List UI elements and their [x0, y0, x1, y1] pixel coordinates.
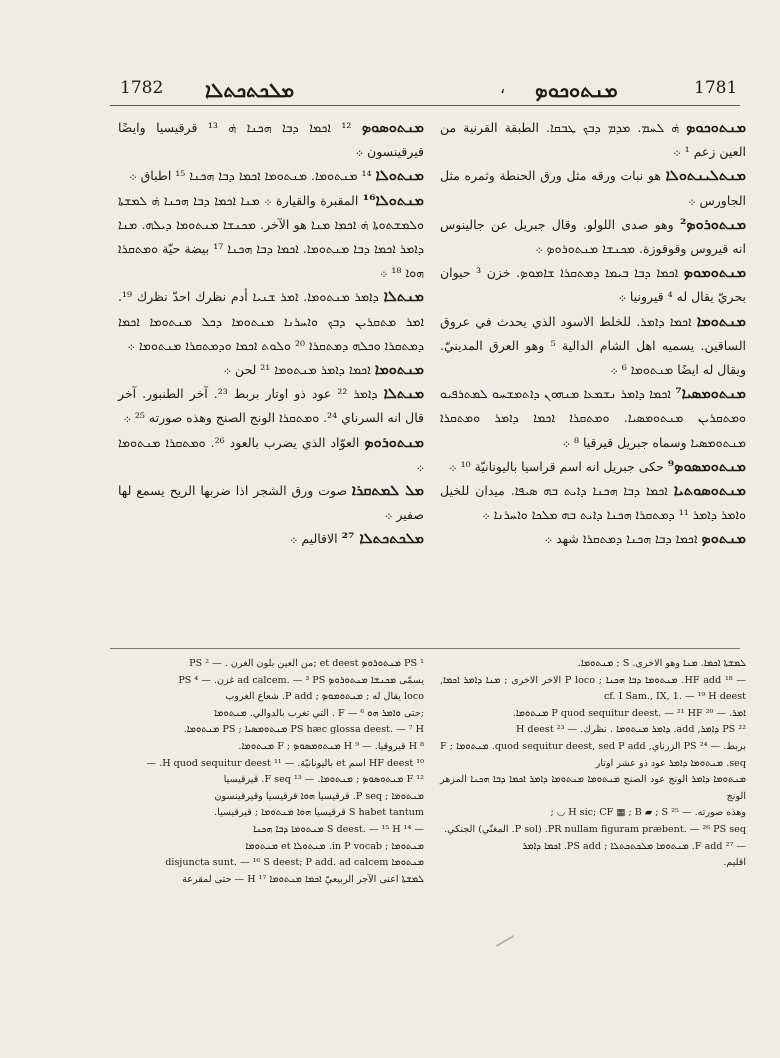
footnote-line: — ¹⁴ S deest. — ¹⁵ H ܡܢܬܘܡܐ ܕܒܐ ܗܟܢܐ — [253, 823, 424, 835]
definition: حكى جبريل انه اسم قراسيا باليونانيّة ¹⁰ ܀ — [449, 458, 664, 474]
footnote-line: ܡܢܬܘܡܐ disjuncta sunt. — ¹⁶ S deest; P add. ad calcem — [165, 857, 424, 869]
dictionary-entry — [118, 431, 424, 479]
dictionary-entry — [118, 382, 424, 430]
dictionary-entry — [118, 189, 424, 286]
footnote-line: ;حتى ܘܐܡܪ ܗܘ ⁶ — F . التي تغرب بالدوالي. ܡܢܬܘܡܐ — [214, 707, 424, 719]
footnote-line: اقليم. — [723, 857, 746, 869]
footnote-line: بربط. — ²⁴ PS الزرناي, quod sequitur deest, sed P add. ܡܢܬܘܡܐ ; F seq. ܡܢܬܘܡܐ ܕܐܡܪ عود ذو عشر اوتار — [440, 740, 746, 769]
lemma: ܡܢܬܘܪܘܤ² — [679, 215, 747, 233]
lemma: ܡܢܬܘܠܐ¹⁶ — [362, 191, 424, 209]
footnote-rule — [110, 648, 740, 649]
definition: ¹² ܐܟܡܐ ܕܒܐ ܗܟܢܐ ܗ݁ ¹³ قرقيسيا وايضًا قيرقينسون ܀ — [118, 120, 424, 160]
definition: الاقاليم ܀ — [289, 531, 338, 547]
definition: ܐܟܡܐ ܕܒܐ ܒܝܡܐ ܕܡܬܩܪܐ ܫܐܡܘܤ. خزن ³ حيوان بحريّ يقال له ⁴ قيرونيا ܀ — [440, 265, 746, 305]
left-column — [118, 116, 424, 552]
footnote-line: PS hæc glossa deest. — ⁷ H ܡܢܬܘܡܣܝܐ ; PS ܡܢܬܘܡܐ. — [183, 724, 424, 736]
lemma: ܡܢܬܠܐ — [383, 288, 424, 306]
lemma: ܡܢܬܘܠܐ — [375, 167, 424, 185]
dictionary-entry — [118, 116, 424, 164]
paper-mark — [496, 935, 514, 947]
dictionary-entry — [440, 213, 746, 261]
lemma: ܡܢܬܘܟܘܤ — [686, 119, 747, 136]
footnote-line: ܐܡܪ. — ²⁰ P quod sequitur deest. — ²¹ HF ܡܢܬܘܡܐ. — [512, 707, 746, 719]
lemma: ܡܠ ܠܡܬܩܪܐ — [351, 482, 424, 500]
footnote-line: PR nullam figuram præbent. — ²⁶ PS seq. (P sol. المغنّي) الجنكي. — [444, 823, 746, 835]
definition: ܐܟܡܐ ܕܐܡܪ ܡܢܬܘܡܐ ²¹ لحن ܀ — [223, 362, 371, 378]
definition: ܐܟܡܐ ܕܒܐ ܗܟܢܐ ܕܐܝܬ ܒܗ ܣܝܦܐ. ميدان للخيل ܘܐܡܪ ܕܐܡܪ ¹¹ ܕܡܬܩܪܐ ܗܟܢܐ ܕܐܝܬ ܒܗ ܡܠܟܐ ܘܐܚܪܢܐ ܀ — [440, 483, 746, 523]
lemma: ܡܢܬܘܡܘܤ — [683, 264, 747, 282]
footnote-line: وهذه صورته. — ²⁵ H sic; CF ▦ ; B ▰ ; S ◡ ; — [550, 807, 746, 819]
dictionary-entry — [118, 358, 424, 382]
dictionary-entry — [118, 164, 424, 188]
footnote-line: ܡܢܬܘܡܐ ; P seq. قرقيسيا ܗܘܐ قرقيسيا وقيرقينسون — [214, 790, 424, 802]
definition: ¹⁴ ܡܢܬܘܡܐ. ܡܢܬܘܡܐ ܐܟܡܐ ܕܒܐ ܗܟܢܐ ¹⁵ اطباق ܀ — [129, 168, 372, 184]
footnote-line: — ²⁷ F add. ܡܢܬܘܡܐ ܡܠܟܬܟܬܠܐ ; PS add. ܐܟܡܐ ܕܐܡܪ — [522, 840, 746, 852]
definition: ܐܟܡܐ ܕܒܐ ܗܟܢܐ ܕܡܬܩܪܐ شهد ܀ — [544, 531, 698, 547]
lemma: ܡܢܬܘܡܐ — [374, 361, 424, 379]
header-rule — [110, 105, 740, 106]
definition: هو نبات ورقه مثل ورق الحنطة وثمره مثل الجاورس ܀ — [440, 168, 746, 208]
header-mark: ، — [500, 78, 506, 97]
footnote-line: ¹² F ܡܢܬܘܣܘܤ ; ܡܢܬܘܡܐ. — ¹³ F seq. قيرقيسيا — [223, 774, 424, 786]
footnote-line: ܡܢܬܘܡܐ ; in P vocab. ܡܢܬܘܠܐ et ܡܢܬܘܡܐ — [245, 840, 424, 852]
lemma: ܡܢܬܘܡܣܘܤ⁹ — [667, 457, 746, 475]
definition: ܕܐܡܪ ܡܢܬܘܡܐ. ܐܡܪ ܫܢܝܐ أدم نظرك احدّ نظرك ¹⁹. ܐܡܪ ܡܬܩܪܝܢ ܕܒܟ ܘܐܚܪܢܐ ܡܢܬܘܡܐ ܕܟܠ ܡܢܬܘܡܐ ܐܟܡܐ ܕܡܬܩܪܐ ܘܟܠܗ ܕܡܬܩܪܐ ²⁰ ܘܠܘܬ ܐܟܡܐ ܘܕܡܬܩܪܐ ܡܢܬܘܡܐ ܀ — [118, 289, 424, 353]
footnote-line: ܠܡܫܬܐ ܐܟܡܐ. ܡܢܐ وهو الاخرى. S ; ܡܢܬܘܡܐ. — [577, 658, 746, 669]
footnote-line: S habet tantum قرقيسيا ܗܘܐ ܡܢܬܘܡܐ ; قيرقيسيا. — [214, 807, 424, 819]
dictionary-entry — [440, 310, 746, 383]
definition: المقبرة والقيارة ܀ ܡܢܐ ܐܟܡܐ ܕܒܐ ܗܟܢܐ ܗ݁ ܠܡܫܬܐ ܘܠܡܫܬܘܬܐ ܗ݁ ܐܟܡܐ ܡܢܐ هو الآخر. ܡܟܢܫܐ ܡܢܬܘܡܐ ܕܝܠܗ. ܡܢܐ ܕܐܡܪ ܐܟܡܐ ܕܒܐ ܡܢܬܘܡܐ. ܐܟܡܐ ܕܒܐ ܗܟܢܐ ¹⁷ بيضة حيّة ܘܡܬܩܪܐ ܗܘܐ ¹⁸ ܀ — [118, 192, 424, 281]
definition: ܗ݁ ܠܚܡ. ܡܕܡ ܕܒܟ ܛܒܩܐ. الطبقة القرنية من العين زعم ¹ ܀ — [440, 120, 746, 160]
definition: ܐܟܡܐ ܕܐܡܪ. للخلط الاسود الذي يحدث في عروق الساقين. يسميه اهل الشام الدالية ⁵ وهو العرق المدينيّ. ويقال له ايضًا ܡܢܬܘܡܐ ⁶ ܀ — [440, 313, 746, 378]
footnotes-left — [118, 656, 424, 888]
left-page-number: 1782 — [120, 78, 164, 98]
footnote-line: ܠܡܫܬܐ اعنى الآجر الربيعيّ ܐܟܡܐ ܡܢܬܘܡܐ H ¹⁷ — حتى لمقرعة — [182, 873, 424, 885]
lemma: ܡܢܬܘܤ — [701, 530, 746, 548]
right-page-number: 1781 — [694, 78, 738, 98]
lemma: ܡܢܬܘܣܘܬܝܐ — [673, 482, 746, 500]
footnote-line: ²² PS ܕܐܡܪ, add. ܕܐܡܪ ܡܢܬܘܡܐ . نظرك. — ²³ H deest — [516, 724, 746, 736]
footnote-line: يسمّى ܡܟܢܫܐ ܡܢܬܘܪܘܤ ad calcem. — ³ PS غزن. — ⁴ PS — [178, 674, 424, 686]
lemma: ܡܢܬܘܡܣܝܐ⁷ — [675, 385, 746, 403]
lemma: ܡܢܬܠܝܢܬܘܠܐ — [665, 167, 746, 185]
footnote-line: loco يقال له ; ܡܢܬܘܡܘܤ ; P add. شعاع الغروب — [225, 691, 424, 703]
dictionary-entry — [118, 479, 424, 527]
lemma: ܡܢܬܘܡܐ — [696, 312, 746, 330]
footnote-line: ܡܢܬܘܡܐ ܕܐܡܪ الونج عود الصنج ܡܢܬܘܡܐ ܡܢܬܘܡܐ ܕܐܡܪ ܐܟܡܐ ܕܒܐ ܗܟܢܐ المزهر الونج — [440, 774, 746, 802]
footnote-line: — ¹⁸ HF add. ܡܢܬܘܡܐ ܕܒܐ ܗܟܢܐ ; P loco الاخر الاخرى ; ܡܢܐ ܕܐܡܪ ܐܟܡܐ, cf. I Sam., IX, 1. — ¹⁹ H deest — [440, 674, 746, 703]
lemma: ܡܢܬܘܣܘܤ — [361, 119, 424, 136]
definition: ܕܐܡܪ ²² عود ذو اوتار بربط ²³. آخر الطنبور. آخر قال انه السرناي ²⁴. ܘܡܬܩܪܐ الونج الصنج وهذه صورته ²⁵ ܀ — [118, 386, 424, 426]
lemma: ܡܢܬܠܐ — [383, 385, 425, 403]
dictionary-entry — [440, 479, 746, 527]
right-column — [440, 116, 746, 552]
footnote-line: ¹⁰ HF deest اسم et باليونانيّة. — ¹¹ H quod sequitur deest. — — [146, 757, 424, 769]
dictionary-entry — [440, 261, 746, 309]
footnote-line: ⁸ H قيروقيا. — ⁹ H ܡܢܬܘܡܣܘܤ ; F ܡܢܬܘܡܐ. — [238, 740, 424, 752]
dictionary-entry — [440, 116, 746, 164]
right-running-title: ܡܢܬܘܟܘܤ — [535, 78, 618, 102]
definition: ܐܟܡܐ ܕܐܡܪ ܢܫܡܥܐ ܡܢܗܘܢ ܕܐܬܡܫܚܘ ܠܡܬܪܦܝܘ ܘܡܬܩܪܝܢ ܡܢܬܘܡܣܝܐ. ܘܡܬܩܪܐ ܐܟܡܐ ܕܐܡܪ ܘܡܬܩܪܐ ܡܢܬܘܡܣܝܐ وسماه جبريل قيرقيا ⁸ ܀ — [440, 386, 746, 450]
dictionary-entry — [118, 527, 424, 551]
dictionary-entry — [118, 285, 424, 358]
dictionary-entry — [440, 527, 746, 551]
lemma: ܡܠܟܬܟܬܠܐ ²⁷ — [341, 530, 424, 548]
dictionary-entry — [440, 455, 746, 479]
left-running-title: ܡܠܟܬܟܬܠܐ — [205, 78, 295, 102]
footnotes-right — [440, 656, 746, 872]
definition: وهو صدى اللولو. وقال جبريل عن جالينوس انه قيروس وقوقوزة. ܡܟܢܫܐ ܡܢܬܘܪܘܤ ܀ — [440, 216, 746, 257]
definition: العوّاد الذي يضرب بالعود ²⁶. ܘܡܬܩܪܐ ܡܢܬܘܡܐ ܀ — [118, 434, 424, 474]
dictionary-entry — [440, 382, 746, 455]
lemma: ܡܢܬܘܪܘܤ — [364, 433, 424, 451]
definition: صوت ورق الشجر اذا ضربها الريح يسمع لها صفير ܀ — [118, 483, 424, 523]
dictionary-entry — [440, 164, 746, 212]
footnote-line: ¹ PS ܡܢܬܘܪܘܤ et deest ;من العين بلون الغرن . — ² PS — [189, 658, 424, 669]
